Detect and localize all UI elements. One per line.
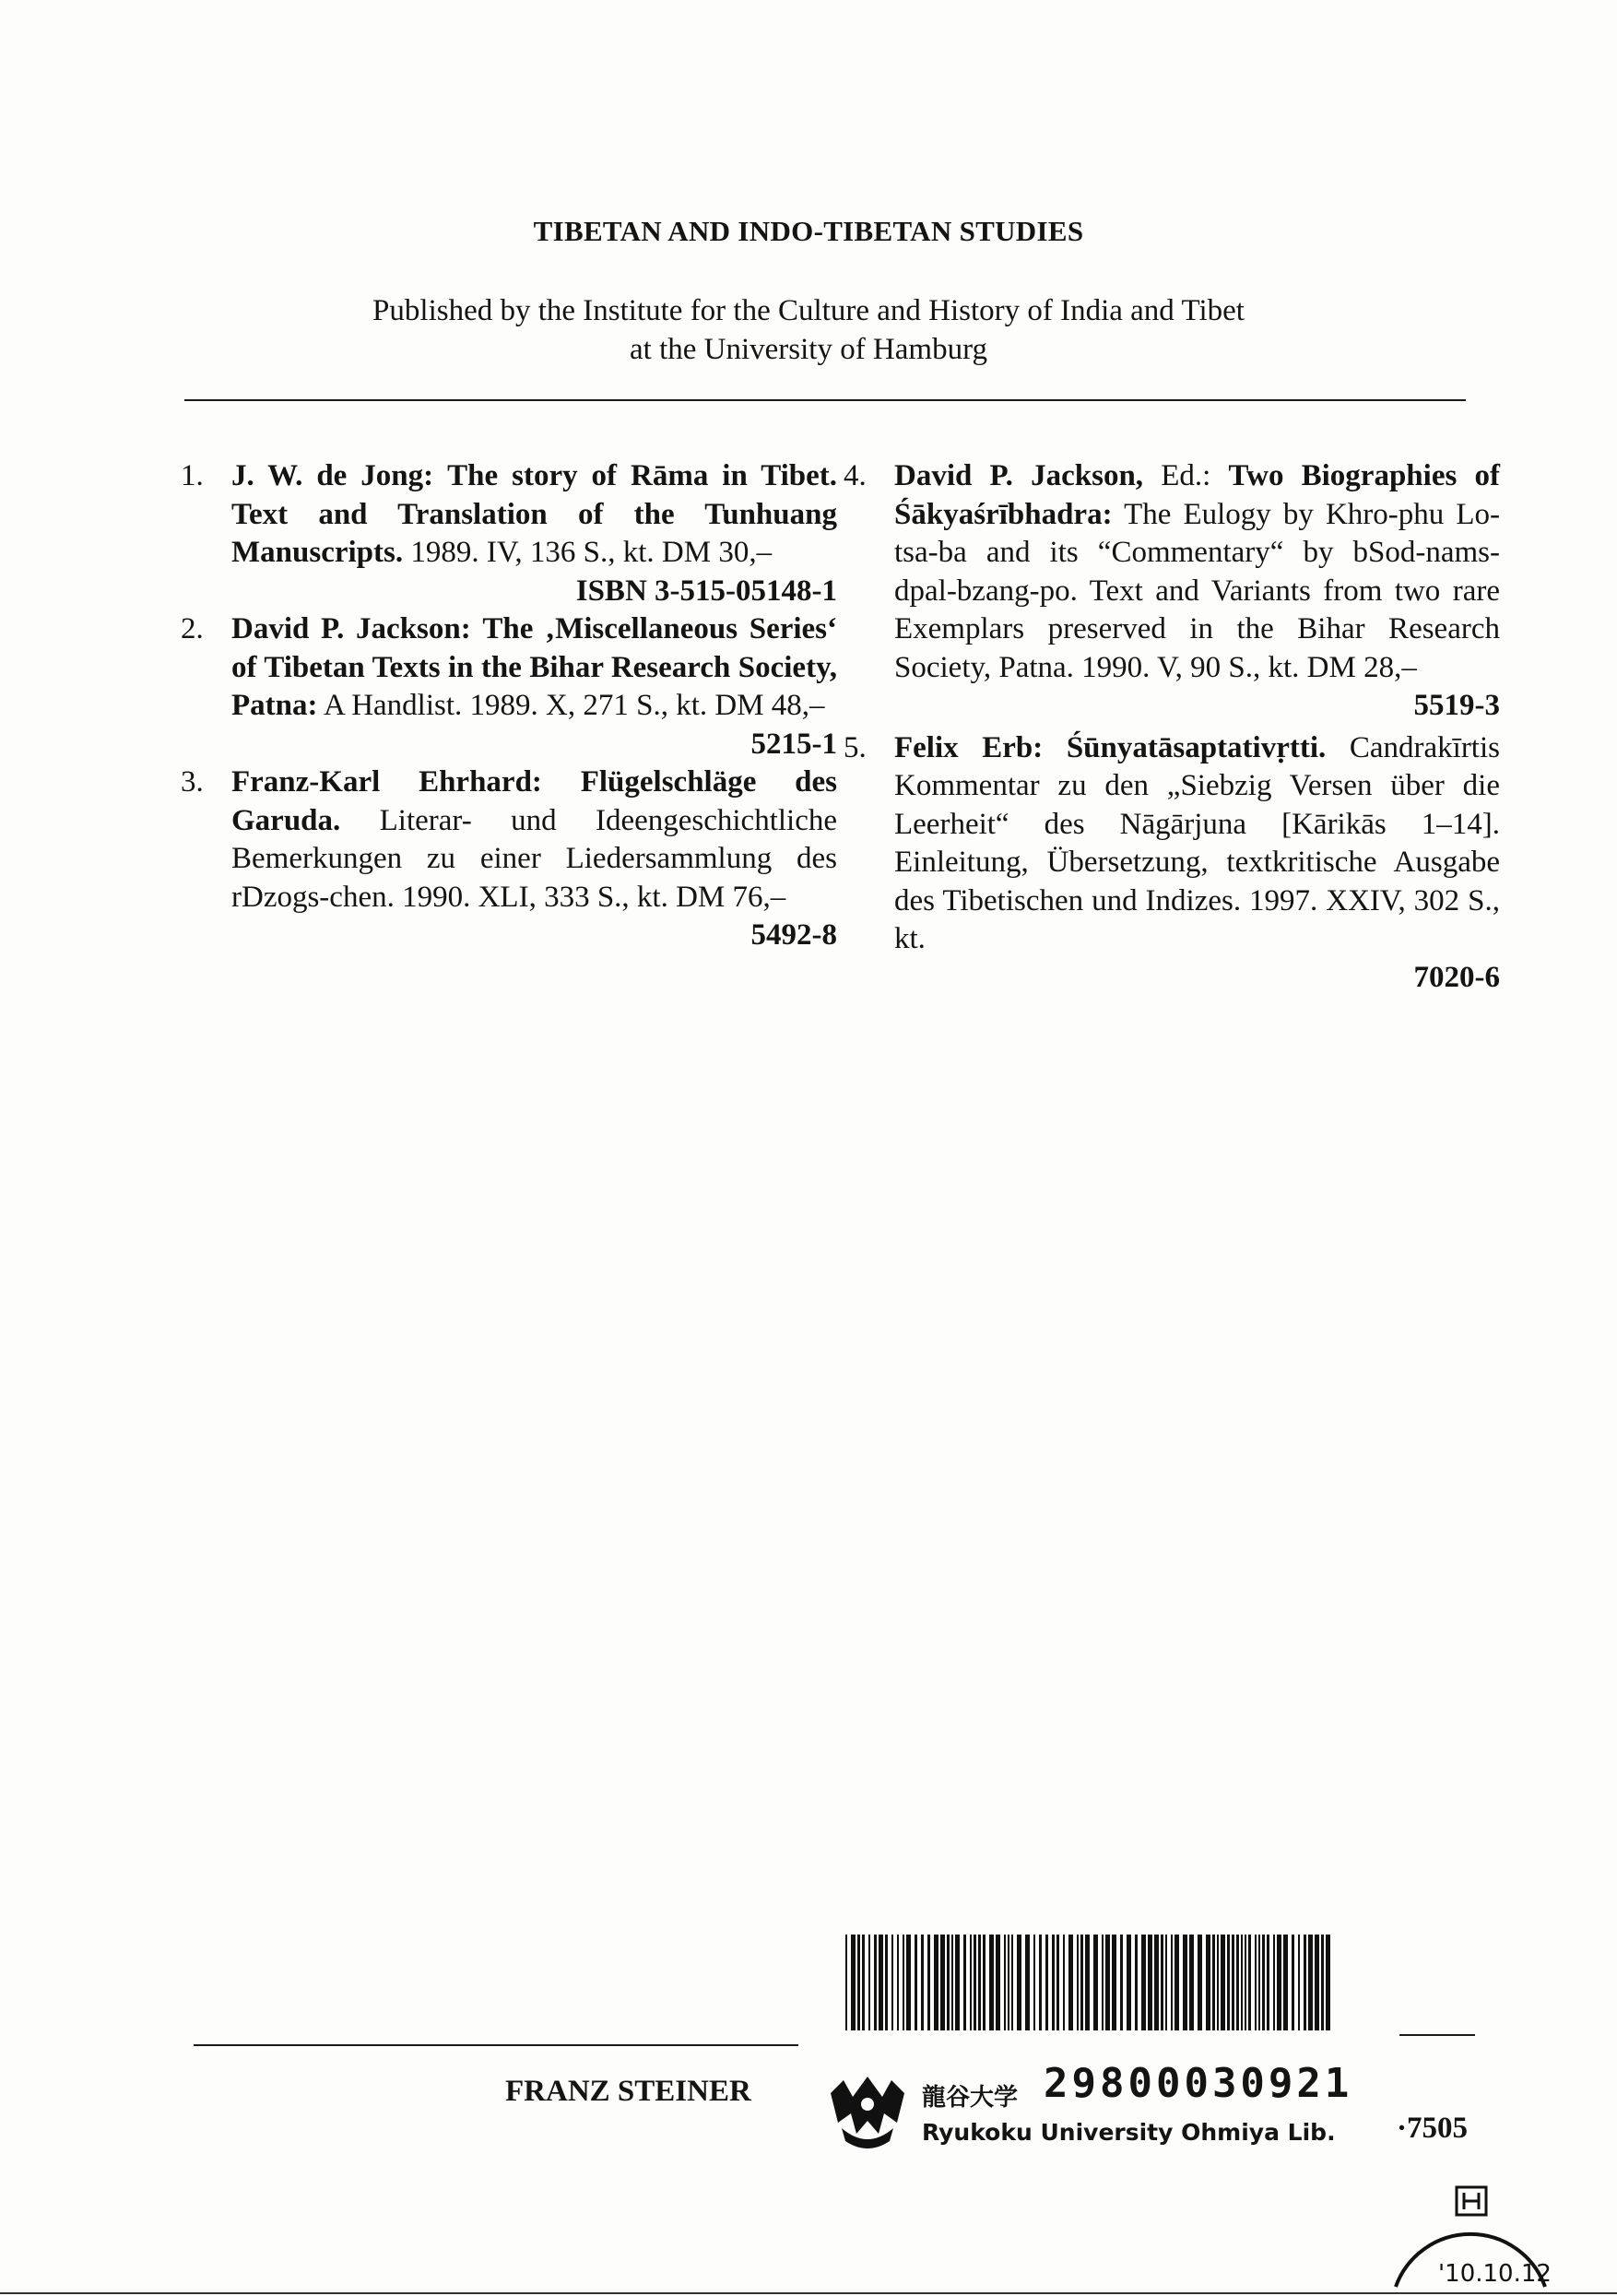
barcode-bar <box>921 1935 924 2030</box>
entry-details: Literar- und Ideengeschichtliche Bemerkungen zu einer Liedersammlung des rDzogs-chen. 1990. XLI, 333 S., kt. DM 76,– <box>231 803 837 914</box>
barcode-bar <box>1135 1935 1138 2030</box>
barcode-bar <box>934 1935 938 2030</box>
barcode-bar <box>891 1935 893 2030</box>
barcode-bar <box>874 1935 877 2030</box>
barcode-bar <box>1292 1935 1294 2030</box>
publisher-line-1: Published by the Institute for the Culture and History of India and Tibet <box>372 294 1245 327</box>
barcode-bar <box>1112 1935 1116 2030</box>
barcode-bar <box>1236 1935 1239 2030</box>
barcode-bars <box>845 1935 1330 2030</box>
barcode-bar <box>1183 1935 1187 2030</box>
book-entry-4 <box>844 457 1500 726</box>
barcode-bar <box>1165 1935 1167 2030</box>
entry-title: Śūnyatāsaptativṛtti. <box>1066 730 1327 764</box>
barcode-bar <box>940 1935 945 2030</box>
book-list-left <box>181 457 837 955</box>
barcode-bar <box>1315 1935 1319 2030</box>
barcode-bar <box>927 1935 930 2030</box>
entry-editor: Ed.: <box>1161 459 1211 492</box>
barcode-bar <box>1245 1935 1246 2030</box>
book-entry-3 <box>181 763 837 955</box>
barcode-bar <box>1326 1935 1330 2030</box>
barcode-bar <box>879 1935 883 2030</box>
barcode-bar <box>1298 1935 1300 2030</box>
book-entry-1 <box>181 457 837 610</box>
entry-number: 1. <box>181 459 204 492</box>
barcode-bar <box>970 1935 972 2030</box>
date-stamp <box>1383 2167 1558 2296</box>
entry-title: The story of Rāma in Tibet. Text and Translation of the Tunhuang Manuscripts. <box>231 459 838 569</box>
barcode-bar <box>1004 1935 1006 2030</box>
entry-author: Franz-Karl Ehrhard: <box>231 765 542 799</box>
barcode-bar <box>974 1935 976 2030</box>
barcode-bar <box>1304 1935 1306 2030</box>
barcode-bar <box>1039 1935 1042 2030</box>
entry-author: David P. Jackson, <box>894 459 1144 492</box>
barcode-bar <box>1063 1935 1065 2030</box>
entry-author: Felix Erb: <box>894 730 1044 764</box>
barcode-bar <box>963 1935 966 2030</box>
barcode-bar <box>862 1935 865 2030</box>
library-name-kanji: 龍谷大学 <box>922 2084 1019 2112</box>
footer-rule-right <box>1399 2034 1475 2036</box>
barcode-bar <box>1308 1935 1313 2030</box>
entry-author: J. W. de Jong: <box>231 459 434 492</box>
barcode-bar <box>1068 1935 1073 2030</box>
publisher-name: FRANZ STEINER <box>505 2075 751 2108</box>
barcode-bar <box>1025 1935 1030 2030</box>
entry-details: A Handlist. 1989. X, 271 S., kt. DM 48,– <box>323 689 825 722</box>
header-rule <box>184 399 1466 401</box>
entry-isbn: ISBN 3-515-05148-1 <box>575 574 837 608</box>
entry-number: 4. <box>844 459 867 492</box>
publisher-credit <box>0 291 1617 369</box>
barcode-bar <box>1105 1935 1110 2030</box>
barcode-bar <box>897 1935 899 2030</box>
barcode-bar <box>1241 1935 1243 2030</box>
barcode-bar <box>1283 1935 1288 2030</box>
barcode-bar <box>1174 1935 1179 2030</box>
barcode-bar <box>989 1935 994 2030</box>
barcode-bar <box>1206 1935 1210 2030</box>
barcode-bar <box>1017 1935 1021 2030</box>
book-list-right <box>844 457 1500 997</box>
book-entry-5 <box>844 729 1500 998</box>
stamp-date: '10.10.12 <box>1438 2260 1552 2288</box>
series-title: TIBETAN AND INDO-TIBETAN STUDIES <box>533 215 1084 247</box>
barcode-bar <box>1093 1935 1098 2030</box>
barcode-bar <box>1217 1935 1219 2030</box>
shelf-code: ·7505 <box>1397 2112 1469 2145</box>
barcode-bar <box>1148 1935 1152 2030</box>
entry-details: Candrakīrtis Kommentar zu den „Siebzig Versen über die Leerheit“ des Nāgārjuna [Kārikās 1–14]. Einleitung, Übersetzung, textkritische Ausgabe des Tibetischen und Indizes. 1997. XXIV, 302 S., kt. <box>894 730 1500 955</box>
entry-isbn: 5215-1 <box>750 727 837 761</box>
barcode-bar <box>1227 1935 1230 2030</box>
entry-author: David P. Jackson: <box>231 612 471 645</box>
barcode-bar <box>1273 1935 1275 2030</box>
barcode-bar <box>1045 1935 1048 2030</box>
barcode-bar <box>1127 1935 1131 2030</box>
barcode-bar <box>947 1935 950 2030</box>
barcode-bar <box>1262 1935 1265 2030</box>
barcode-bar <box>857 1935 860 2030</box>
entry-title: Flügelschläge des Garuda. <box>231 765 837 837</box>
entry-details: 1989. IV, 136 S., kt. DM 30,– <box>410 536 773 569</box>
barcode-bar <box>903 1935 904 2030</box>
barcode-bar <box>1277 1935 1281 2030</box>
barcode-bar <box>868 1935 870 2030</box>
barcode-bar <box>885 1935 888 2030</box>
barcode-bar <box>1189 1935 1194 2030</box>
entry-isbn: 5519-3 <box>1413 689 1500 722</box>
barcode-bar <box>1033 1935 1035 2030</box>
entry-number: 5. <box>844 730 867 764</box>
barcode-bar <box>1080 1935 1083 2030</box>
barcode-bar <box>1077 1935 1079 2030</box>
barcode-bar <box>915 1935 917 2030</box>
book-entry-2 <box>181 610 837 763</box>
barcode-bar <box>978 1935 981 2030</box>
barcode-bar <box>1161 1935 1163 2030</box>
barcode-bar <box>1052 1935 1055 2030</box>
barcode-bar <box>1056 1935 1059 2030</box>
barcode-bar <box>1011 1935 1013 2030</box>
entry-isbn: 7020-6 <box>1413 960 1500 994</box>
barcode-bar <box>951 1935 953 2030</box>
entry-isbn: 5492-8 <box>750 918 837 952</box>
barcode-bar <box>996 1935 1000 2030</box>
library-barcode-number: 29800030921 <box>1044 2060 1353 2107</box>
barcode-bar <box>1171 1935 1173 2030</box>
barcode-bar <box>1141 1935 1146 2030</box>
barcode-bar <box>1154 1935 1159 2030</box>
barcode-bar <box>1120 1935 1123 2030</box>
barcode-bar <box>1232 1935 1234 2030</box>
barcode-bar <box>1212 1935 1215 2030</box>
barcode-bar <box>851 1935 856 2030</box>
publisher-line-2: at the University of Hamburg <box>630 333 987 366</box>
barcode-bar <box>955 1935 960 2030</box>
barcode-bar <box>1248 1935 1251 2030</box>
barcode-bar <box>1008 1935 1009 2030</box>
barcode-bar <box>845 1935 847 2030</box>
entry-title: The ‚Miscellaneous Series‘ of Tibetan Texts in the Bihar Research Society, Patna: <box>231 612 838 722</box>
library-barcode <box>844 1935 1337 2030</box>
entry-number: 3. <box>181 765 204 799</box>
entry-number: 2. <box>181 612 204 645</box>
footer-rule-left <box>194 2044 798 2046</box>
barcode-bar <box>983 1935 986 2030</box>
barcode-bar <box>1221 1935 1225 2030</box>
barcode-bar <box>1255 1935 1257 2030</box>
library-name: Ryukoku University Ohmiya Lib. <box>922 2119 1336 2146</box>
entry-details: The Eulogy by Khro-phu Lo-tsa-ba and its “Commentary“ by bSod-nams-dpal-bzang-po. Text and Variants from two rare Exemplars preserved in the Bihar Research Society, Patna. 1990. V, 90 S., kt. DM 28,– <box>894 497 1501 684</box>
barcode-bar <box>1102 1935 1104 2030</box>
barcode-bar <box>1258 1935 1260 2030</box>
barcode-bar <box>906 1935 911 2030</box>
ryukoku-emblem-icon <box>825 2073 910 2150</box>
barcode-bar <box>1198 1935 1202 2030</box>
barcode-bar <box>1085 1935 1090 2030</box>
entry-title: Two Biographies of Śākyaśrībhadra: <box>894 459 1501 531</box>
bottom-edge-line <box>0 2292 1617 2294</box>
barcode-bar <box>1267 1935 1269 2030</box>
barcode-bar <box>1321 1935 1324 2030</box>
